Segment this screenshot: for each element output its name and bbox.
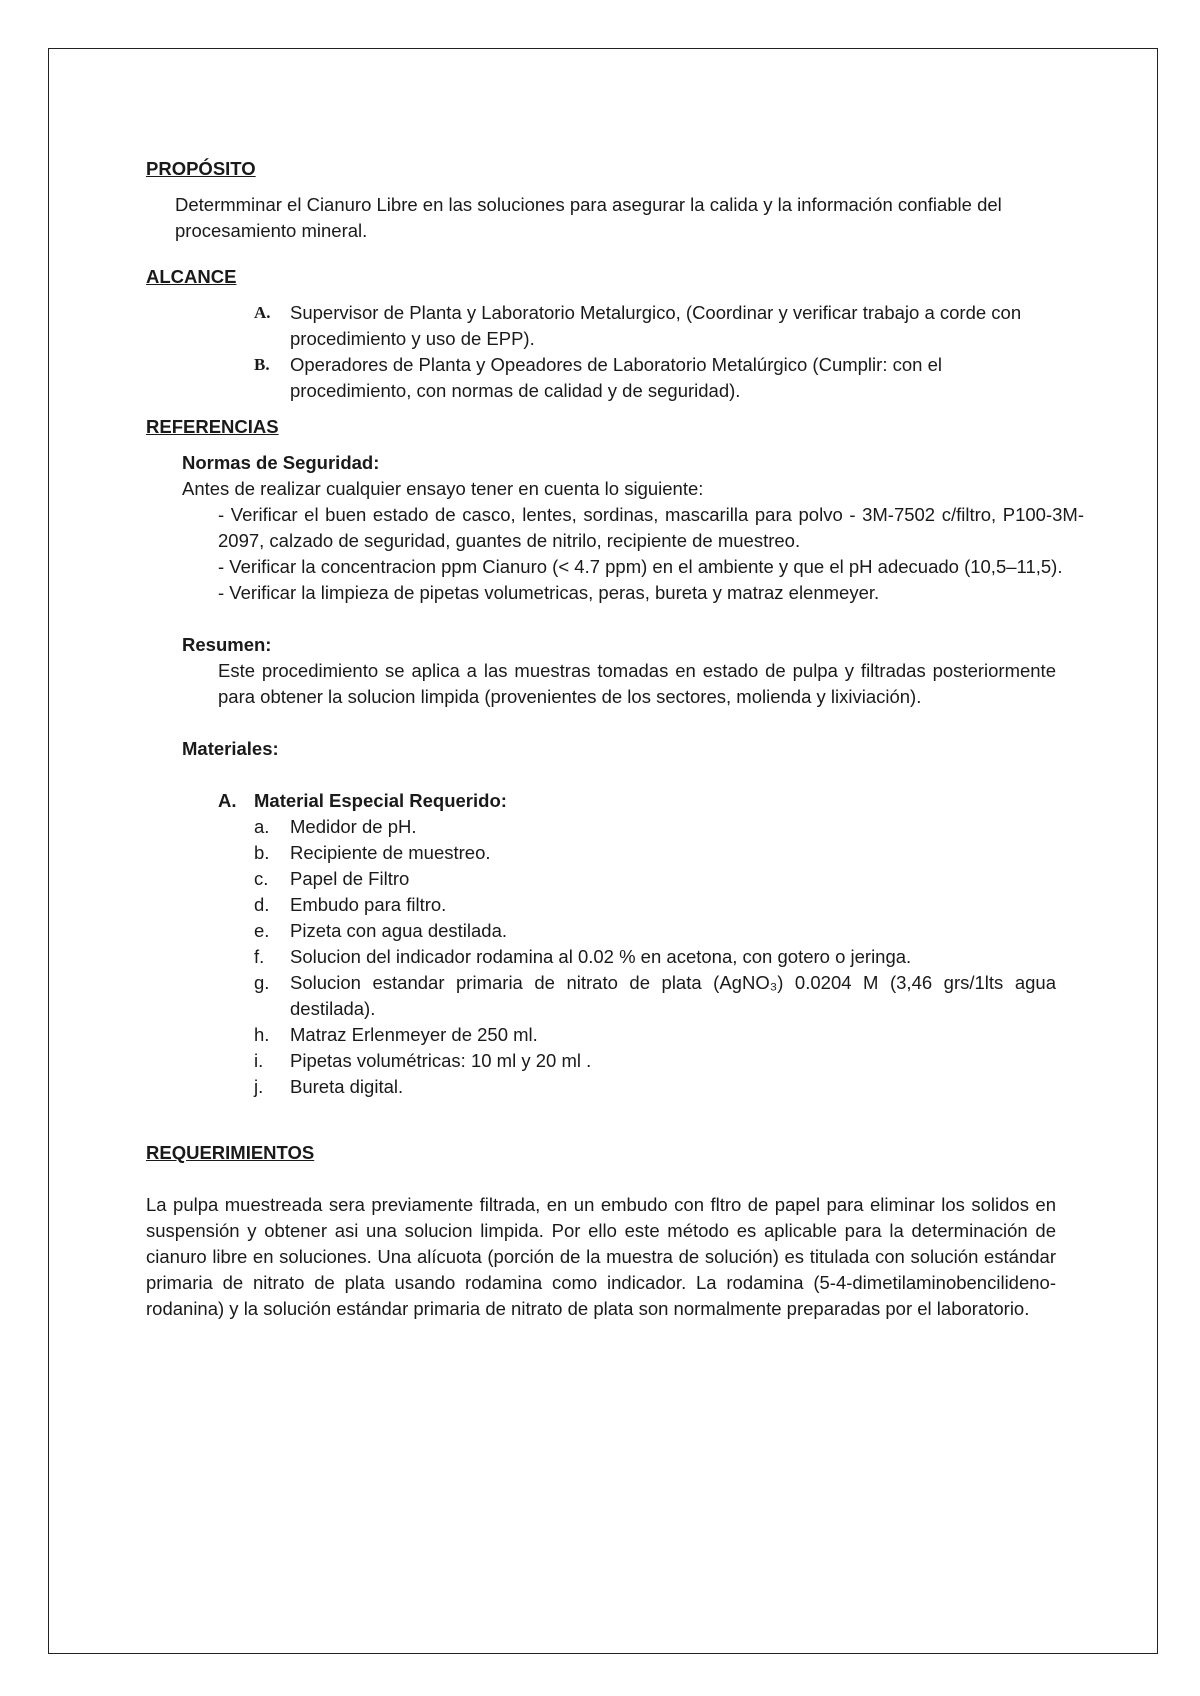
material-item-label: a. <box>254 816 270 837</box>
material-item-label: h. <box>254 1024 270 1045</box>
material-item-label: i. <box>254 1050 264 1071</box>
material-item-label: b. <box>254 842 270 863</box>
material-especial-heading <box>218 788 1056 814</box>
normas-intro: Antes de realizar cualquier ensayo tener en cuenta lo siguiente: <box>182 478 704 499</box>
material-item-text: Solucion del indicador rodamina al 0.02 % en acetona, con gotero o jeringa. <box>290 946 912 967</box>
alcance-item <box>254 300 1062 352</box>
normas-item: - Verificar la limpieza de pipetas volumetricas, peras, bureta y matraz elenmeyer. <box>218 582 880 603</box>
materiales-title: Materiales: <box>182 738 279 759</box>
material-item <box>254 1048 1056 1074</box>
material-item-text: Medidor de pH. <box>290 816 417 837</box>
document-body <box>146 156 1084 1322</box>
alcance-list <box>146 300 1062 404</box>
material-item-text: Papel de Filtro <box>290 868 410 889</box>
normas-item: - Verificar la concentracion ppm Cianuro (< 4.7 ppm) en el ambiente y que el pH adecuado (10,5–11,5). <box>218 556 1063 577</box>
material-item <box>254 892 1056 918</box>
material-especial-label: A. <box>218 790 237 811</box>
material-especial <box>182 788 1056 1100</box>
material-item <box>254 814 1056 840</box>
proposito-text: Determminar el Cianuro Libre en las soluciones para asegurar la calida y la información confiable del procesamiento mineral. <box>175 194 1002 241</box>
material-item-text: Matraz Erlenmeyer de 250 ml. <box>290 1024 538 1045</box>
requerimientos-title: REQUERIMIENTOS <box>146 1142 315 1163</box>
alcance-item-text: Operadores de Planta y Opeadores de Laboratorio Metalúrgico (Cumplir: con el procedimiento, con normas de calidad y de seguridad). <box>290 354 942 401</box>
resumen-text: Este procedimiento se aplica a las muestras tomadas en estado de pulpa y filtradas posteriormente para obtener la solucion limpida (provenientes de los sectores, molienda y lixiviación). <box>218 660 1056 707</box>
material-item <box>254 840 1056 866</box>
resumen-section <box>146 632 1084 710</box>
material-item-text: Recipiente de muestreo. <box>290 842 491 863</box>
material-item-text: Bureta digital. <box>290 1076 404 1097</box>
requerimientos-text: La pulpa muestreada sera previamente filtrada, en un embudo con fltro de papel para eliminar los solidos en suspensión y obtener asi una solucion limpida. Por ello este método es aplicable para la determinación de cianuro libre en soluciones. Una alícuota (porción de la muestra de solución) es titulada con solución estándar primaria de nitrato de plata usando rodamina como indicador. La rodamina (5-4-dimetilaminobencilideno-rodanina) y la solución estándar primaria de nitrato de plata son normalmente preparadas por el laboratorio. <box>146 1194 1056 1319</box>
material-item <box>254 1022 1056 1048</box>
material-item-label: f. <box>254 946 265 967</box>
material-item <box>254 918 1056 944</box>
material-item-label: e. <box>254 920 270 941</box>
alcance-item-text: Supervisor de Planta y Laboratorio Metalurgico, (Coordinar y verificar trabajo a corde con procedimiento y uso de EPP). <box>290 302 1022 349</box>
material-item-label: j. <box>254 1076 264 1097</box>
proposito-title: PROPÓSITO <box>146 158 256 179</box>
material-item <box>254 944 1056 970</box>
material-item <box>254 1074 1056 1100</box>
material-item-text: Pipetas volumétricas: 10 ml y 20 ml . <box>290 1050 592 1071</box>
resumen-title: Resumen: <box>182 634 272 655</box>
alcance-item-label: A. <box>254 303 271 322</box>
material-especial-title: Material Especial Requerido: <box>254 790 507 811</box>
material-item-label: g. <box>254 972 270 993</box>
material-item <box>254 866 1056 892</box>
material-item-text: Embudo para filtro. <box>290 894 447 915</box>
normas-list <box>182 502 1084 606</box>
alcance-item <box>254 352 1062 404</box>
normas-title: Normas de Seguridad: <box>182 452 380 473</box>
material-list <box>218 814 1056 1100</box>
referencias-title: REFERENCIAS <box>146 416 279 437</box>
normas-item: - Verificar el buen estado de casco, lentes, sordinas, mascarilla para polvo - 3M-7502 c/filtro, P100-3M-2097, calzado de seguridad, guantes de nitrilo, recipiente de muestreo. <box>218 504 1084 551</box>
material-item <box>254 970 1056 1022</box>
alcance-title: ALCANCE <box>146 266 237 287</box>
material-item-label: d. <box>254 894 270 915</box>
material-item-text: Pizeta con agua destilada. <box>290 920 508 941</box>
material-item-label: c. <box>254 868 269 889</box>
normas-section <box>146 450 1084 606</box>
alcance-item-label: B. <box>254 355 270 374</box>
materiales-section <box>146 736 1084 1100</box>
material-item-text: Solucion estandar primaria de nitrato de plata (AgNO₃) 0.0204 M (3,46 grs/1lts agua destilada). <box>290 972 1056 1019</box>
